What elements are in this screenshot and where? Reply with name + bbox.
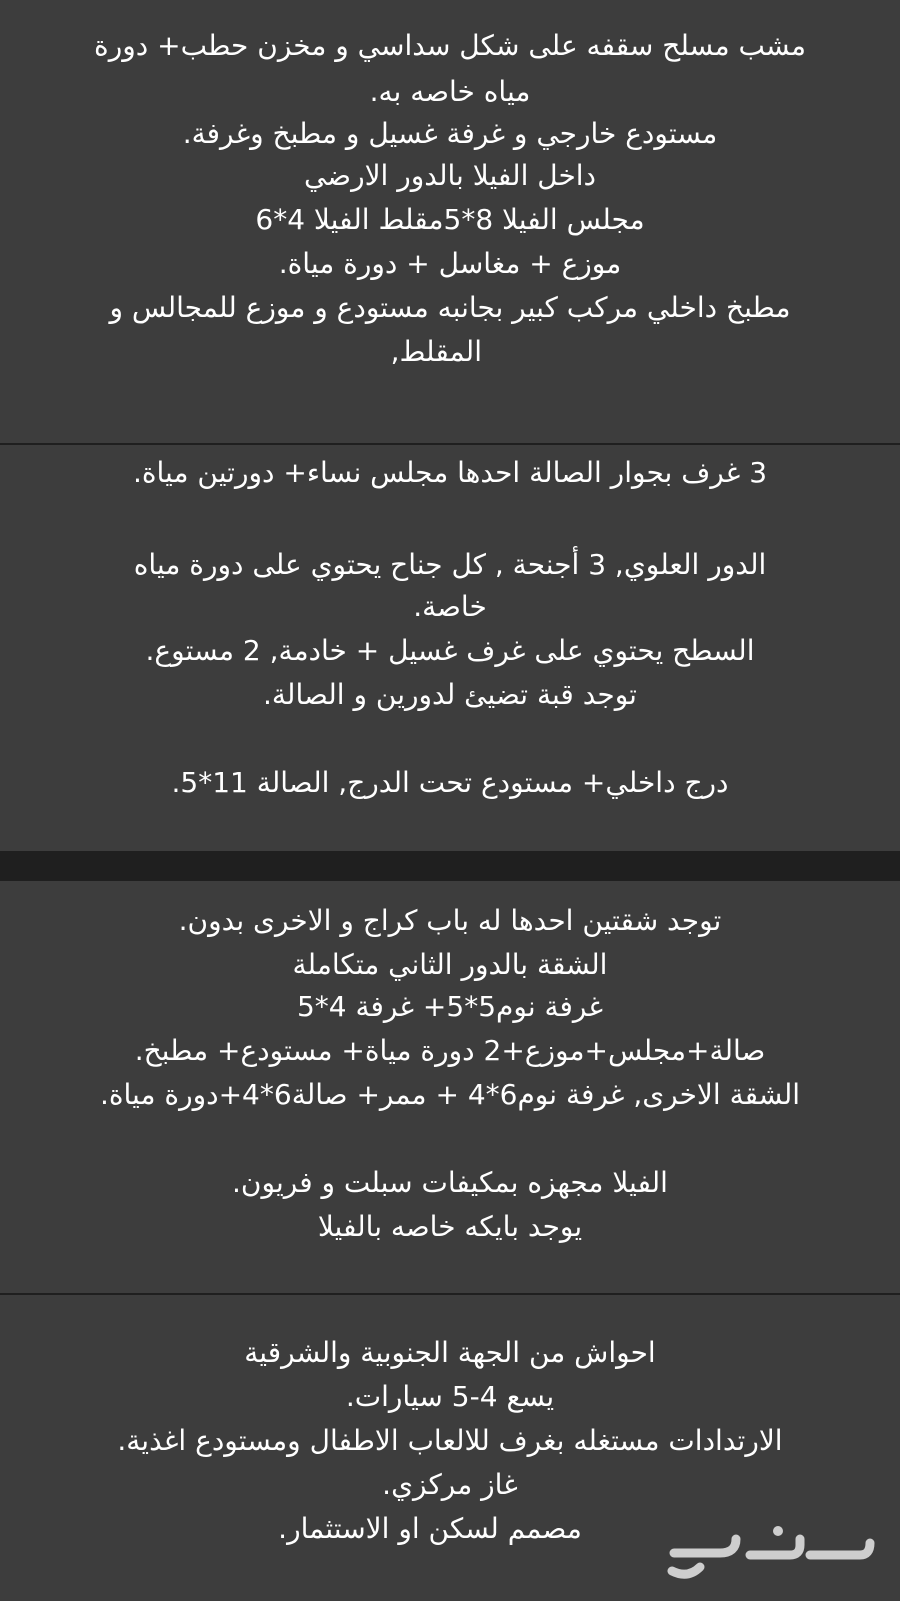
text-line: درج داخلي+ مستودع تحت الدرج, الصالة 11*5.	[171, 766, 729, 799]
text-line: السطح يحتوي على غرف غسيل + خادمة, 2 مستوع.	[145, 634, 755, 667]
text-line: المقلط,	[390, 335, 482, 368]
text-line: موزع + مغاسل + دورة مياة.	[278, 247, 622, 280]
text-line: يوجد بايكه خاصه بالفيلا	[317, 1210, 583, 1243]
text-panel-4	[0, 1295, 900, 1601]
text-line: غرفة نوم5*5+ غرفة 4*5	[296, 990, 604, 1023]
text-line: مستودع خارجي و غرفة غسيل و مطبخ وغرفة.	[182, 117, 718, 150]
text-line: مجلس الفيلا 8*5مقلط الفيلا 4*6	[255, 203, 645, 236]
text-line: احواش من الجهة الجنوبية والشرقية	[244, 1336, 656, 1369]
text-line: الدور العلوي, 3 أجنحة , كل جناح يحتوي على دورة مياه	[133, 548, 767, 581]
text-line: يسع 4-5 سيارات.	[345, 1380, 555, 1413]
text-line: مطبخ داخلي مركب كبير بجانبه مستودع و موزع للمجالس و	[109, 291, 791, 324]
text-line: الفيلا مجهزه بمكيفات سبلت و فريون.	[232, 1166, 668, 1199]
text-line: الارتدادات مستغله بغرف للالعاب الاطفال ومستودع اغذية.	[117, 1424, 783, 1457]
text-line: غاز مركزي.	[382, 1468, 518, 1501]
text-line: توجد شقتين احدها له باب كراج و الاخرى بدون.	[178, 904, 722, 937]
text-line: الشقة بالدور الثاني متكاملة	[292, 948, 608, 981]
text-line: مصمم لسكن او الاستثمار.	[278, 1512, 582, 1545]
text-line: داخل الفيلا بالدور الارضي	[303, 159, 597, 192]
text-line: صالة+مجلس+موزع+2 دورة مياة+ مستودع+ مطبخ.	[134, 1034, 766, 1067]
text-panel-2	[0, 445, 900, 851]
text-line: توجد قبة تضيئ لدورين و الصالة.	[263, 678, 637, 711]
text-line: مشب مسلح سقفه على شكل سداسي و مخزن حطب+ دورة	[94, 29, 806, 62]
text-panel-1	[0, 0, 900, 443]
text-line: مياه خاصه به.	[369, 75, 531, 108]
text-line: الشقة الاخرى, غرفة نوم6*4 + ممر+ صالة6*4+دورة مياة.	[99, 1078, 801, 1111]
text-line: 3 غرف بجوار الصالة احدها مجلس نساء+ دورتين مياة.	[132, 456, 768, 489]
haraj-logo-watermark	[660, 1521, 880, 1581]
text-line: خاصة.	[413, 590, 487, 623]
text-panel-3	[0, 881, 900, 1293]
